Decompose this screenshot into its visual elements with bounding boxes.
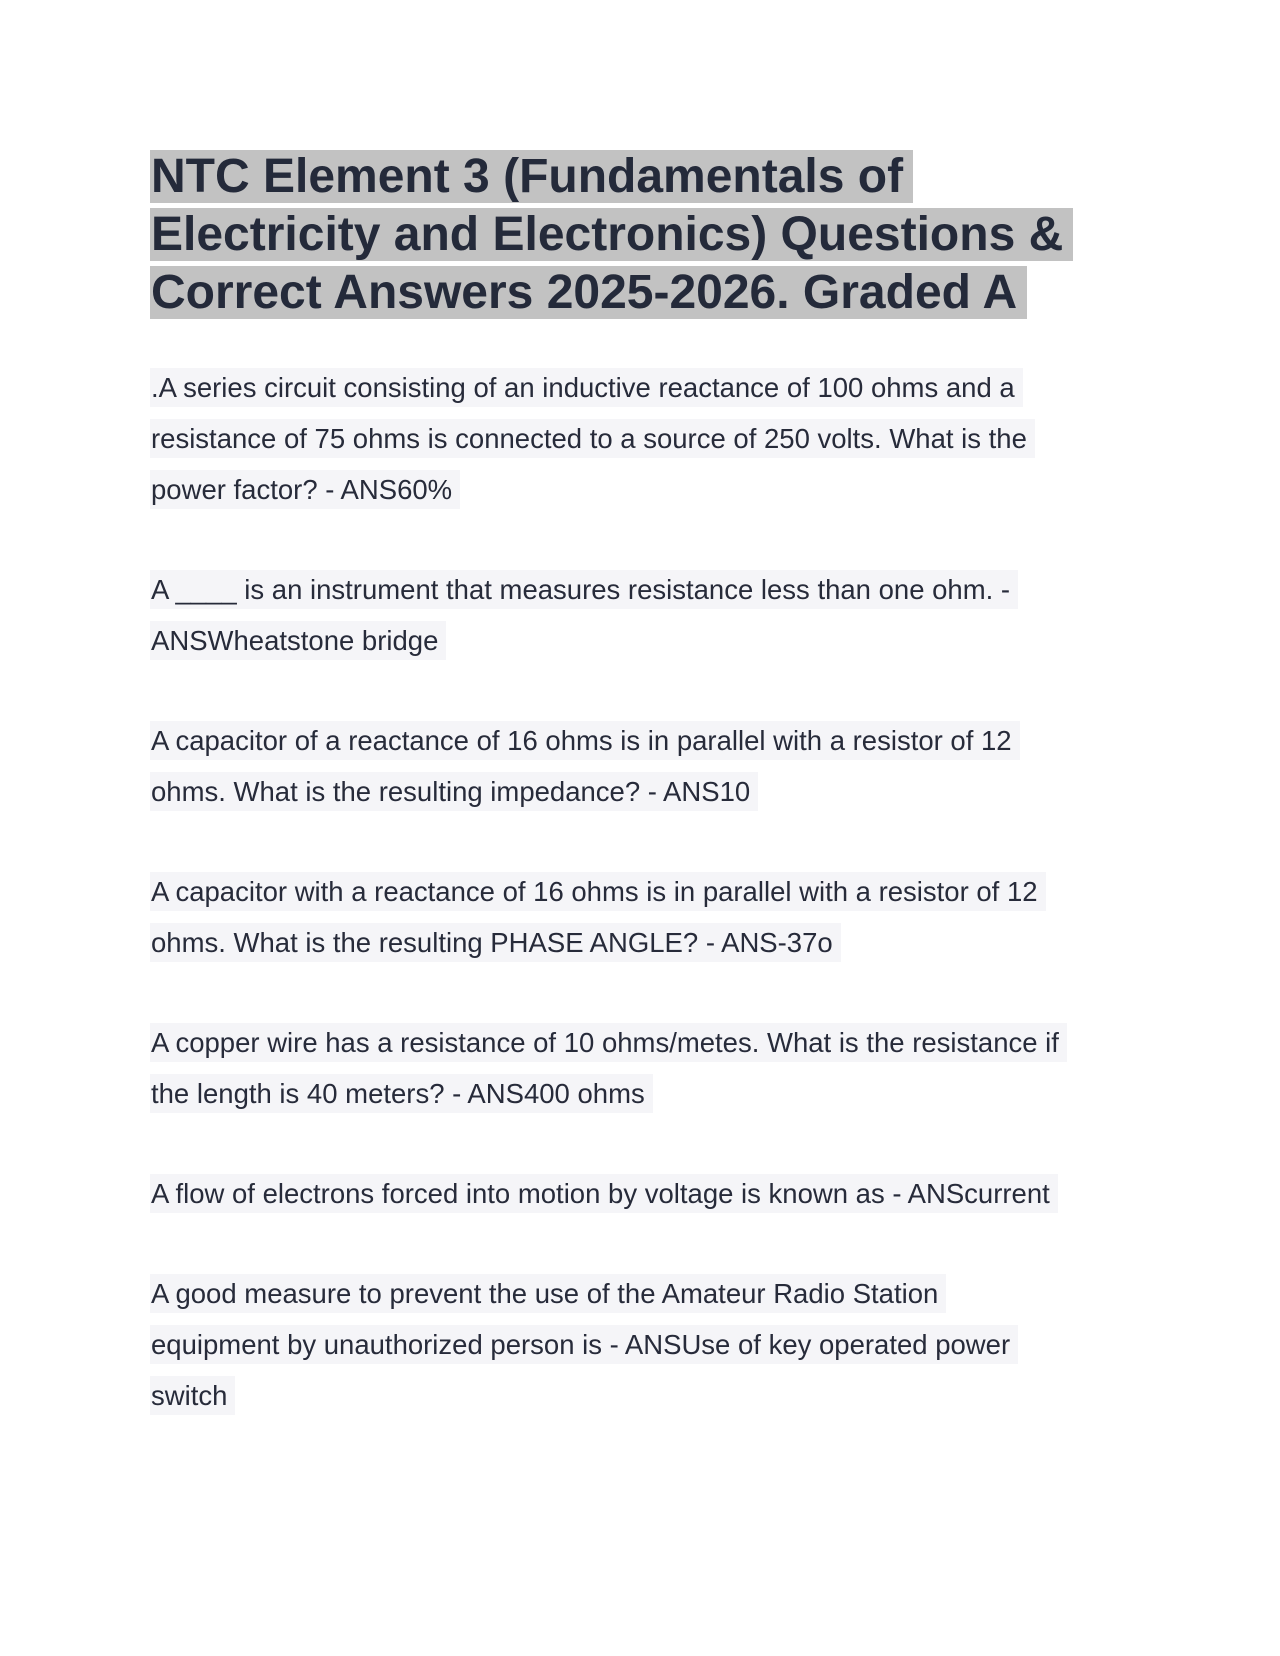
qa-item [150, 362, 1150, 515]
qa-text-line: ANSWheatstone bridge [150, 621, 446, 660]
title-line: Correct Answers 2025-2026. Graded A [150, 264, 1150, 322]
qa-text-line: resistance of 75 ohms is connected to a source of 250 volts. What is the [150, 419, 1035, 458]
qa-text-line: switch [150, 1376, 235, 1415]
qa-item [150, 1017, 1150, 1119]
qa-text-line: A good measure to prevent the use of the Amateur Radio Station [150, 1274, 946, 1313]
qa-text-line: A capacitor of a reactance of 16 ohms is in parallel with a resistor of 12 [150, 721, 1020, 760]
qa-item [150, 715, 1150, 817]
qa-text-line: equipment by unauthorized person is - ANSUse of key operated power [150, 1325, 1018, 1364]
qa-text-line: A capacitor with a reactance of 16 ohms is in parallel with a resistor of 12 [150, 872, 1046, 911]
qa-item [150, 564, 1150, 666]
qa-item [150, 1268, 1150, 1421]
qa-text-line: the length is 40 meters? - ANS400 ohms [150, 1074, 653, 1113]
qa-text-line: A ____ is an instrument that measures resistance less than one ohm. - [150, 570, 1018, 609]
qa-text-line: power factor? - ANS60% [150, 470, 460, 509]
title-line: NTC Element 3 (Fundamentals of [150, 148, 1150, 206]
document-page [150, 148, 1150, 1470]
qa-text-line: A copper wire has a resistance of 10 ohms/metes. What is the resistance if [150, 1023, 1067, 1062]
qa-item [150, 1168, 1150, 1219]
question-answer-list [150, 362, 1150, 1421]
document-title [150, 148, 1150, 322]
qa-text-line: .A series circuit consisting of an inductive reactance of 100 ohms and a [150, 368, 1023, 407]
qa-text-line: ohms. What is the resulting impedance? - ANS10 [150, 772, 758, 811]
title-line: Electricity and Electronics) Questions & [150, 206, 1150, 264]
qa-item [150, 866, 1150, 968]
qa-text-line: ohms. What is the resulting PHASE ANGLE? - ANS-37o [150, 923, 841, 962]
qa-text-line: A flow of electrons forced into motion by voltage is known as - ANScurrent [150, 1174, 1058, 1213]
